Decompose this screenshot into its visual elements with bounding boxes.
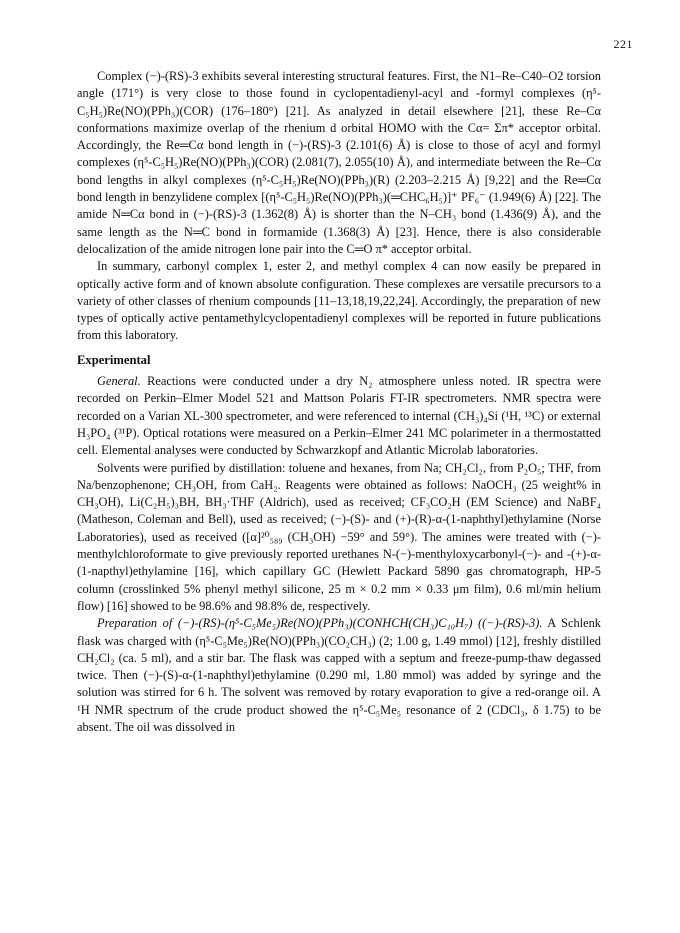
page-body	[77, 68, 601, 736]
run-head-general: General.	[97, 374, 141, 389]
paragraph-summary: In summary, carbonyl complex 1, ester 2, and methyl complex 4 can now easily be prepared in optically active form and of known absolute configuration. These complexes are versatile precursors to a variety of other classes of rhenium compounds [11–13,18,19,22,24]. Accordingly, the preparation of new types of optically active pentamethylcyclopentadienyl complexes will be reported in future publications from this laboratory.	[77, 259, 601, 343]
paragraph-preparation-text: A Schlenk flask was charged with (η⁵-C₅Me₅)Re(NO)(PPh₃)(CO₂CH₃) (2; 1.00 g, 1.49 mmol) [12], freshly distilled CH₂Cl₂ (ca. 5 ml), and a stir bar. The flask was capped with a septum and freeze-pump-thaw degassed twice. Then (−)-(S)-α-(1-naphthyl)ethylamine (0.290 ml, 1.80 mmol) was added by syringe and the solution was stirred for 6 h. The solvent was removed by rotary evaporation to give a red-orange oil. A ¹H NMR spectrum of the crude product showed the η⁵-C₅Me₅ resonance of 2 (CDCl₃, δ 1.75) to be absent. The oil was dissolved in	[77, 616, 601, 734]
run-head-preparation: Preparation of (−)-(RS)-(η⁵-C₅Me₅)Re(NO)(PPh₃)(CONHCH(CH₃)C₁₀H₇) ((−)-(RS)-3).	[97, 616, 543, 631]
paragraph-general-text: Reactions were conducted under a dry N₂ atmosphere unless noted. IR spectra were recorded on Perkin–Elmer Model 521 and Mattson Polaris FT-IR spectrometers. NMR spectra were recorded on a Varian XL-300 spectrometer, and were referenced to internal (CH₃)₄Si (¹H, ¹³C) or external H₃PO₄ (³¹P). Optical rotations were measured on a Perkin–Elmer 241 MC polarimeter in a thermostatted cell. Elemental analyses were conducted by Schwarzkopf and Atlantic Microlab laboratories.	[77, 374, 601, 458]
paragraph-solvents-text: Solvents were purified by distillation: toluene and hexanes, from Na; CH₂Cl₂, from P₂O₅; THF, from Na/benzophenone; CH₃OH, from CaH₂. Reagents were obtained as follows: NaOCH₃ (25 weight% in CH₃OH), Li(C₂H₅)₃BH, BH₃·THF (Aldrich), used as received; CF₃CO₂H (EM Science) and NaBF₄ (Matheson, Coleman and Bell), used as received; (−)-(S)- and (+)-(R)-α-(1-naphthyl)ethylamine (Norse Laboratories), used as received ([α]²⁰₅₈₉ (CH₃OH) −59° and 59°). The amines were treated with (−)-menthylchloroformate to give previously reported urethanes N-(−)-menthyloxycarbonyl-(−)- and -(+)-α-(1-napthyl)ethylamine [16], which capillary GC (Hewlett Packard 5890 gas chromatograph, HP-5 column (crosslinked 5% phenyl methyl silicone, 25 m × 0.2 mm × 0.33 μm film), 0.6 ml/min helium flow) [16] showed to be 98.6% and 98.8% de, respectively.	[77, 460, 601, 613]
paragraph-structural-features: Complex (−)-(RS)-3 exhibits several interesting structural features. First, the N1–Re–C40–O2 torsion angle (171°) is very close to those found in cyclopentadienyl-acyl and -formyl complexes (η⁵-C₅H₅)Re(NO)(PPh₃)(COR) (176–180°) [21]. As analyzed in detail elsewhere [21], these Re–Cα conformations maximize overlap of the rhenium d orbital HOMO with the Cα= Σπ* acceptor orbital. Accordingly, the Re═Cα bond length in (−)-(RS)-3 (2.101(6) Å) is close to those of acyl and formyl complexes (η⁵-C₅H₅)Re(NO)(PPh₃)(COR) (2.081(7), 2.055(10) Å), and intermediate between the Re–Cα bond lengths in alkyl complexes (η⁵-C₅H₅)Re(NO)(PPh₃)(R) (2.203–2.215 Å) [9,22] and the Re═Cα bond length in benzylidene complex [(η⁵-C₅H₅)Re(NO)(PPh₃)(═CHC₆H₅)]⁺ PF₆⁻ (1.949(6) Å) [22]. The amide N═Cα bond in (−)-(RS)-3 (1.362(8) Å) is shorter than the N–CH₃ bond (1.436(9) Å), and the same length as the N═C bond in formamide (1.368(3) Å) [23]. Hence, there is also considerable delocalization of the amide nitrogen lone pair into the C═O π* acceptor orbital.	[77, 69, 601, 256]
page-number: 221	[613, 37, 633, 51]
paragraph-general	[77, 373, 601, 459]
section-heading-experimental: Experimental	[77, 352, 151, 367]
paragraph-preparation	[77, 615, 601, 736]
paragraph-solvents	[77, 460, 601, 616]
